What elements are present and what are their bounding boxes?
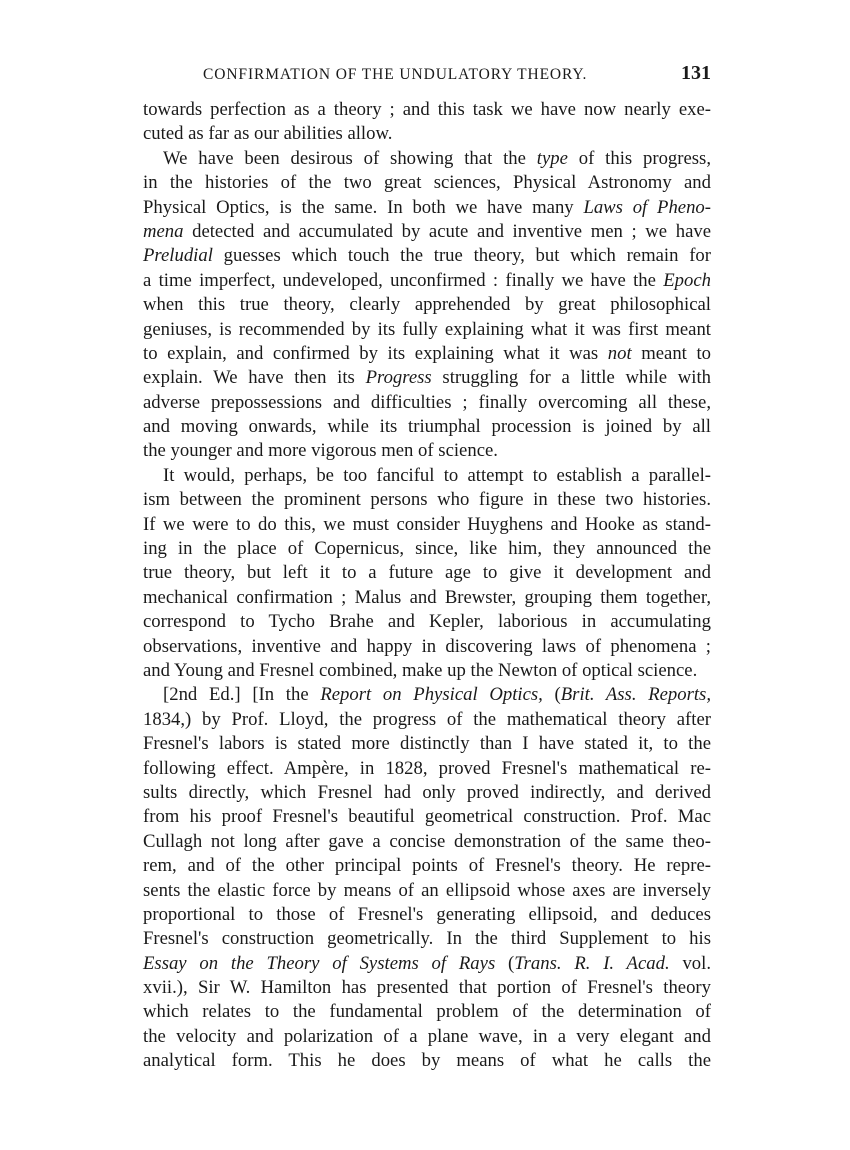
text-run: ( <box>495 952 515 974</box>
text-run: 1834,) by Prof. Lloyd, the progress of the mathematical theory after <box>143 708 711 730</box>
text-run: guesses which touch the true theory, but which remain for <box>212 245 711 267</box>
text-run: of this progress, <box>567 147 711 169</box>
text-line <box>143 415 711 439</box>
text-run: a time imperfect, undeveloped, unconfirmed : finally we have the <box>143 269 664 291</box>
text-line <box>143 537 711 561</box>
text-line <box>143 196 711 220</box>
text-run: observations, inventive and happy in discovering laws of phenomena ; <box>143 635 711 657</box>
text-line <box>143 342 711 366</box>
text-run: Preludial <box>143 245 213 267</box>
text-run: sults directly, which Fresnel had only proved indirectly, and derived <box>143 781 711 803</box>
text-line <box>143 293 711 317</box>
text-run: adverse prepossessions and difficulties ; finally overcoming all these, <box>143 391 711 413</box>
text-line <box>143 854 711 878</box>
text-line <box>143 903 711 927</box>
text-line <box>143 366 711 390</box>
text-line <box>143 1000 711 1024</box>
text-line <box>143 561 711 585</box>
text-run: from his proof Fresnel's beautiful geometrical construction. Prof. Mac <box>143 806 711 828</box>
text-line <box>143 171 711 195</box>
text-line <box>143 610 711 634</box>
text-run: We have been desirous of showing that the <box>163 147 537 169</box>
text-run: Cullagh not long after gave a concise demonstration of the same theo- <box>143 830 711 852</box>
text-run: Physical Optics, is the same. In both we have many <box>143 196 584 218</box>
text-run: Fresnel's construction geometrically. In the third Supplement to his <box>143 928 711 950</box>
text-run: detected and accumulated by acute and inventive men ; we have <box>183 220 711 242</box>
text-run: not <box>607 342 632 364</box>
text-run: proportional to those of Fresnel's generating ellipsoid, and deduces <box>143 903 711 925</box>
text-line <box>143 318 711 342</box>
text-run: true theory, but left it to a future age to give it development and <box>143 562 711 584</box>
text-run: which relates to the fundamental problem of the determination of <box>143 1001 711 1023</box>
text-run: rem, and of the other principal points of Fresnel's theory. He repre- <box>143 855 711 877</box>
text-line <box>143 147 711 171</box>
text-line <box>143 683 711 707</box>
text-line <box>143 1025 711 1049</box>
text-line <box>143 757 711 781</box>
text-run: mena <box>143 220 184 242</box>
text-run: and moving onwards, while its triumphal procession is joined by all <box>143 416 711 438</box>
text-run: Progress <box>365 367 432 389</box>
text-line <box>143 488 711 512</box>
text-run: explain. We have then its <box>143 367 366 389</box>
text-line <box>143 927 711 951</box>
text-run: If we were to do this, we must consider Huyghens and Hooke as stand- <box>143 513 711 535</box>
paragraph <box>143 147 711 464</box>
paragraph <box>143 464 711 684</box>
running-head <box>143 60 711 94</box>
text-run: struggling for a little while with <box>431 367 711 389</box>
text-run: It would, perhaps, be too fanciful to attempt to establish a parallel- <box>163 464 711 486</box>
text-run: Report on Physical Optics, <box>320 684 543 706</box>
text-line <box>143 513 711 537</box>
text-line <box>143 464 711 488</box>
text-run: Trans. R. I. Acad. <box>514 952 670 974</box>
text-run: towards perfection as a theory ; and this task we have now nearly exe- <box>143 99 711 120</box>
text-run: following effect. Ampère, in 1828, proved Fresnel's mathematical re- <box>143 757 711 779</box>
text-run: sents the elastic force by means of an ellipsoid whose axes are inversely <box>143 879 711 901</box>
text-run: geniuses, is recommended by its fully explaining what it was first meant <box>143 318 711 340</box>
text-run: cuted as far as our abilities allow. <box>143 123 393 145</box>
running-title: CONFIRMATION OF THE UNDULATORY THEORY. <box>203 66 588 83</box>
text-line <box>143 976 711 1000</box>
text-line <box>143 879 711 903</box>
text-line <box>143 708 711 732</box>
book-page <box>143 60 711 1074</box>
text-run: ( <box>542 684 561 706</box>
text-line <box>143 391 711 415</box>
text-run: [2nd Ed.] [In the <box>163 684 321 706</box>
text-line <box>143 220 711 244</box>
text-run: mechanical confirmation ; Malus and Brewster, grouping them together, <box>143 586 711 608</box>
text-run: ism between the prominent persons who figure in these two histories. <box>143 489 711 511</box>
text-run: analytical form. This he does by means of what he calls the <box>143 1050 711 1072</box>
text-run: the velocity and polarization of a plane wave, in a very elegant and <box>143 1025 711 1047</box>
text-line <box>143 269 711 293</box>
text-line <box>143 244 711 268</box>
body-text <box>143 98 711 1074</box>
text-line <box>143 635 711 659</box>
page-number: 131 <box>681 62 711 84</box>
text-run: correspond to Tycho Brahe and Kepler, laborious in accumulating <box>143 611 711 633</box>
text-run: Essay on the Theory of Systems of Rays <box>143 952 496 974</box>
text-run: in the histories of the two great sciences, Physical Astronomy and <box>143 172 711 194</box>
text-line <box>143 952 711 976</box>
text-run: when this true theory, clearly apprehended by great philosophical <box>143 294 711 316</box>
text-run: the younger and more vigorous men of science. <box>143 440 498 462</box>
text-run: vol. <box>669 952 711 974</box>
text-line <box>143 98 711 122</box>
text-line <box>143 732 711 756</box>
paragraph <box>143 683 711 1073</box>
text-run: and Young and Fresnel combined, make up the Newton of optical science. <box>143 659 698 681</box>
text-run: ing in the place of Copernicus, since, like him, they announced the <box>143 538 711 560</box>
text-line <box>143 830 711 854</box>
text-run: meant to <box>631 342 711 364</box>
text-line <box>143 1049 711 1073</box>
text-run: type <box>536 147 568 169</box>
text-run: Brit. Ass. Reports, <box>560 684 711 706</box>
text-run: xvii.), Sir W. Hamilton has presented that portion of Fresnel's theory <box>143 977 711 999</box>
text-line <box>143 781 711 805</box>
text-line <box>143 586 711 610</box>
text-line <box>143 439 711 463</box>
paragraph <box>143 98 711 147</box>
text-run: Fresnel's labors is stated more distinctly than I have stated it, to the <box>143 733 711 755</box>
text-line <box>143 805 711 829</box>
text-run: to explain, and confirmed by its explaining what it was <box>143 342 608 364</box>
text-run: Laws of Pheno- <box>583 196 711 218</box>
text-line <box>143 122 711 146</box>
text-run: Epoch <box>663 269 711 291</box>
text-line <box>143 659 711 683</box>
